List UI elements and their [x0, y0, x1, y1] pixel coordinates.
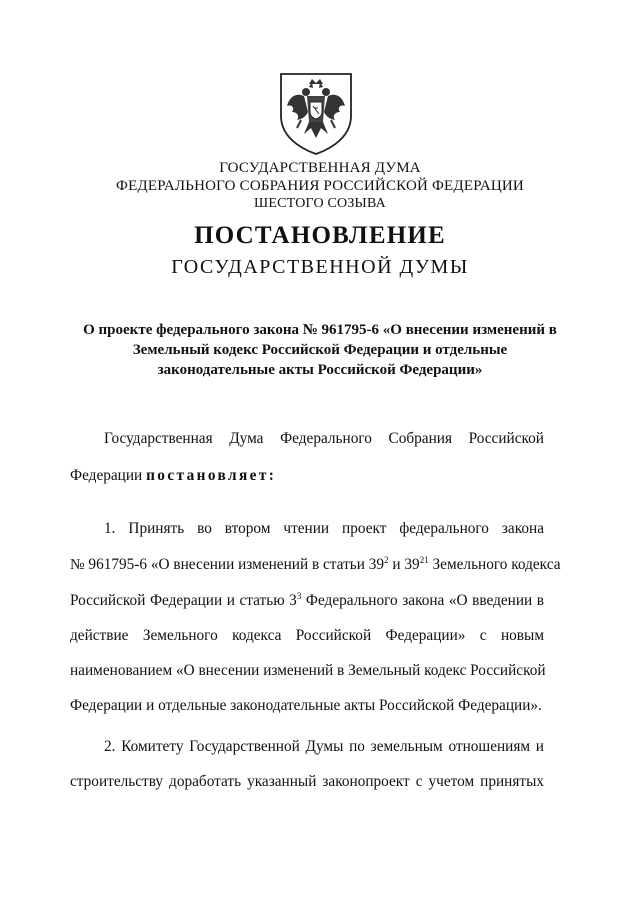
subject-line: Земельный кодекс Российской Федерации и отдельные [132, 342, 508, 358]
intro-line [70, 467, 544, 487]
p1-line: 1. Принять во втором чтении проект федерального закона [104, 520, 544, 537]
p2-line: 2. Комитету Государственной Думы по земельным отношениям и [104, 738, 544, 755]
document-subject [70, 320, 570, 380]
p1-line: Федерации и отдельные законодательные акты Российской Федерации». [70, 697, 542, 714]
header-line-convocation: ШЕСТОГО СОЗЫВА [254, 196, 386, 211]
russian-coat-of-arms-icon [273, 70, 359, 156]
intro-text: Федерации [70, 467, 147, 484]
p1-line: действие Земельного кодекса Российской Федерации» с новым [70, 627, 544, 644]
header-line-assembly: ФЕДЕРАЛЬНОГО СОБРАНИЯ РОССИЙСКОЙ ФЕДЕРАЦИИ [116, 178, 524, 194]
p1-line: наименованием «О внесении изменений в Земельный кодекс Российской [70, 662, 546, 679]
p1-line: № 961795-6 «О внесении изменений в статьи $39^2$ и $39^{21}$ Земельного кодекса [70, 554, 561, 573]
document-subtitle: ГОСУДАРСТВЕННОЙ ДУМЫ [171, 256, 469, 278]
p2-line: строительству доработать указанный законопроект с учетом принятых [70, 773, 544, 790]
p1-line: Российской Федерации и статью $3^3$ Федерального закона «О введении в [70, 590, 545, 609]
document-title: ПОСТАНОВЛЕНИЕ [194, 222, 446, 249]
resolves-word: постановляет: [146, 467, 277, 484]
subject-line: законодательные акты Российской Федерации» [157, 362, 483, 378]
intro-line: Государственная Дума Федерального Собрания Российской [104, 430, 544, 447]
subject-line: О проекте федерального закона № 961795-6 «О внесении изменений в [83, 322, 557, 338]
header-line-duma: ГОСУДАРСТВЕННАЯ ДУМА [219, 160, 421, 176]
